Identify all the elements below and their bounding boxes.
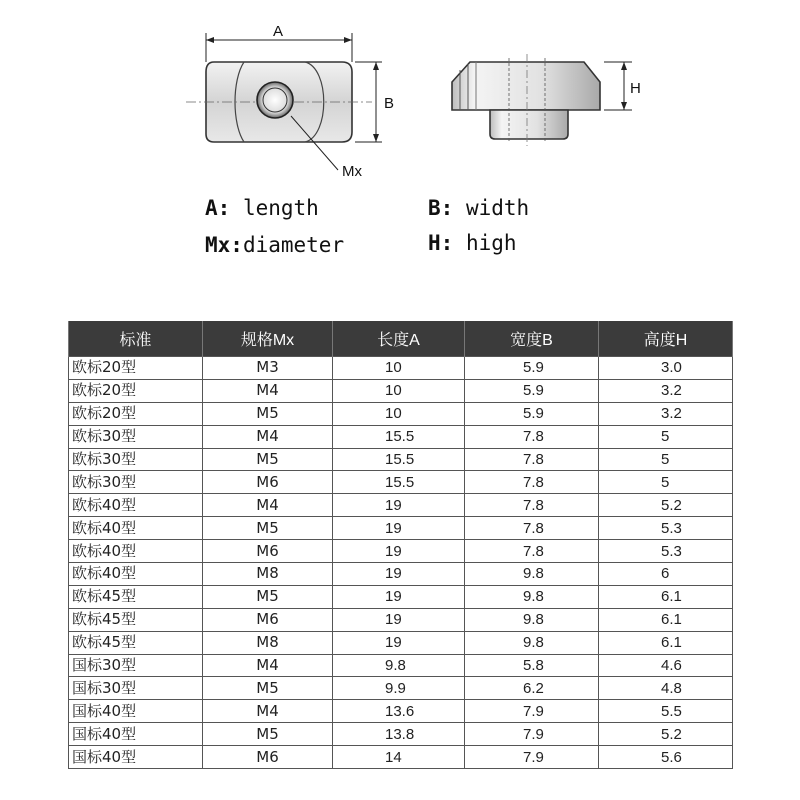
cell-height-h: 3.2	[599, 379, 733, 402]
table-row	[69, 563, 733, 586]
cell-width-b: 5.9	[465, 402, 599, 425]
cell-spec-mx: M5	[203, 448, 333, 471]
table-row	[69, 700, 733, 723]
cell-width-b: 5.9	[465, 357, 599, 380]
cell-standard: 欧标20型	[69, 357, 203, 380]
cell-standard: 欧标45型	[69, 608, 203, 631]
cell-length-a: 19	[333, 631, 465, 654]
t-nut-dimension-diagram	[0, 0, 800, 290]
cell-standard: 欧标30型	[69, 471, 203, 494]
cell-height-h: 5	[599, 425, 733, 448]
dimension-label-mx: Mx	[342, 163, 362, 180]
cell-spec-mx: M8	[203, 631, 333, 654]
legend-key-a: A:	[205, 196, 231, 220]
cell-length-a: 14	[333, 746, 465, 769]
cell-standard: 欧标20型	[69, 379, 203, 402]
cell-width-b: 5.9	[465, 379, 599, 402]
dimension-label-a: A	[272, 23, 284, 40]
cell-length-a: 15.5	[333, 425, 465, 448]
cell-length-a: 19	[333, 517, 465, 540]
legend-text-high: high	[465, 231, 517, 255]
cell-height-h: 6.1	[599, 585, 733, 608]
table-body	[69, 357, 733, 769]
cell-height-h: 5.2	[599, 723, 733, 746]
t-nut-side-boss	[490, 110, 568, 139]
cell-spec-mx: M5	[203, 402, 333, 425]
cell-width-b: 7.9	[465, 700, 599, 723]
cell-height-h: 6.1	[599, 631, 733, 654]
legend-diameter	[205, 233, 344, 257]
cell-length-a: 15.5	[333, 471, 465, 494]
table-header-row	[69, 321, 733, 357]
cell-length-a: 9.9	[333, 677, 465, 700]
legend-key-h: H:	[428, 231, 454, 255]
cell-width-b: 9.8	[465, 608, 599, 631]
cell-height-h: 5.3	[599, 517, 733, 540]
cell-height-h: 5.6	[599, 746, 733, 769]
cell-length-a: 19	[333, 563, 465, 586]
table-row	[69, 448, 733, 471]
header-height-h: 高度H	[599, 321, 733, 357]
cell-height-h: 6.1	[599, 608, 733, 631]
top-view	[186, 23, 394, 180]
cell-standard: 欧标30型	[69, 425, 203, 448]
cell-spec-mx: M3	[203, 357, 333, 380]
cell-height-h: 5.2	[599, 494, 733, 517]
legend-text-width: width	[465, 196, 530, 220]
cell-width-b: 7.8	[465, 448, 599, 471]
cell-length-a: 10	[333, 357, 465, 380]
cell-standard: 国标40型	[69, 700, 203, 723]
cell-height-h: 5.3	[599, 540, 733, 563]
cell-width-b: 6.2	[465, 677, 599, 700]
table-row	[69, 471, 733, 494]
header-spec-mx: 规格Mx	[203, 321, 333, 357]
table-row	[69, 402, 733, 425]
legend-key-mx: Mx:	[205, 233, 243, 257]
cell-standard: 国标30型	[69, 654, 203, 677]
cell-width-b: 7.9	[465, 723, 599, 746]
cell-width-b: 7.8	[465, 517, 599, 540]
cell-length-a: 19	[333, 608, 465, 631]
cell-length-a: 10	[333, 402, 465, 425]
legend-width	[428, 196, 529, 220]
side-view	[452, 54, 641, 146]
cell-height-h: 6	[599, 563, 733, 586]
cell-height-h: 5.5	[599, 700, 733, 723]
table-row	[69, 517, 733, 540]
cell-length-a: 13.6	[333, 700, 465, 723]
cell-spec-mx: M5	[203, 677, 333, 700]
cell-spec-mx: M6	[203, 540, 333, 563]
cell-spec-mx: M6	[203, 471, 333, 494]
cell-length-a: 13.8	[333, 723, 465, 746]
legend-high	[428, 231, 517, 255]
cell-standard: 欧标20型	[69, 402, 203, 425]
cell-width-b: 9.8	[465, 563, 599, 586]
cell-standard: 欧标45型	[69, 585, 203, 608]
table-row	[69, 494, 733, 517]
cell-width-b: 7.8	[465, 425, 599, 448]
cell-height-h: 5	[599, 471, 733, 494]
t-nut-side-body	[452, 62, 600, 110]
dimension-label-b: B	[384, 95, 395, 112]
cell-standard: 欧标30型	[69, 448, 203, 471]
cell-standard: 欧标40型	[69, 563, 203, 586]
cell-length-a: 19	[333, 494, 465, 517]
cell-length-a: 19	[333, 540, 465, 563]
cell-length-a: 10	[333, 379, 465, 402]
table-row	[69, 631, 733, 654]
cell-width-b: 9.8	[465, 631, 599, 654]
cell-spec-mx: M5	[203, 585, 333, 608]
cell-standard: 欧标40型	[69, 540, 203, 563]
cell-width-b: 7.8	[465, 540, 599, 563]
table-row	[69, 357, 733, 380]
cell-spec-mx: M4	[203, 379, 333, 402]
table-row	[69, 425, 733, 448]
cell-width-b: 7.8	[465, 471, 599, 494]
cell-width-b: 7.8	[465, 494, 599, 517]
header-length-a: 长度A	[333, 321, 465, 357]
header-standard: 标准	[69, 321, 203, 357]
table-row	[69, 585, 733, 608]
cell-length-a: 19	[333, 585, 465, 608]
cell-spec-mx: M4	[203, 654, 333, 677]
cell-spec-mx: M5	[203, 723, 333, 746]
table-row	[69, 677, 733, 700]
table-row	[69, 723, 733, 746]
cell-height-h: 4.8	[599, 677, 733, 700]
thread-hole	[257, 82, 293, 118]
cell-standard: 国标30型	[69, 677, 203, 700]
cell-standard: 欧标40型	[69, 494, 203, 517]
cell-standard: 国标40型	[69, 723, 203, 746]
cell-spec-mx: M5	[203, 517, 333, 540]
table-row	[69, 746, 733, 769]
spec-table	[68, 321, 733, 769]
cell-standard: 国标40型	[69, 746, 203, 769]
cell-length-a: 9.8	[333, 654, 465, 677]
cell-spec-mx: M8	[203, 563, 333, 586]
table-row	[69, 608, 733, 631]
legend-text-length: length	[242, 196, 319, 220]
cell-width-b: 7.9	[465, 746, 599, 769]
cell-height-h: 5	[599, 448, 733, 471]
cell-height-h: 3.2	[599, 402, 733, 425]
cell-height-h: 3.0	[599, 357, 733, 380]
cell-height-h: 4.6	[599, 654, 733, 677]
cell-spec-mx: M4	[203, 425, 333, 448]
dimension-label-h: H	[630, 80, 641, 97]
legend-length	[205, 196, 319, 220]
table-row	[69, 540, 733, 563]
cell-spec-mx: M4	[203, 494, 333, 517]
cell-length-a: 15.5	[333, 448, 465, 471]
table-row	[69, 379, 733, 402]
cell-spec-mx: M6	[203, 608, 333, 631]
cell-standard: 欧标40型	[69, 517, 203, 540]
legend-text-diameter: diameter	[242, 233, 345, 257]
cell-width-b: 9.8	[465, 585, 599, 608]
cell-spec-mx: M6	[203, 746, 333, 769]
cell-width-b: 5.8	[465, 654, 599, 677]
header-width-b: 宽度B	[465, 321, 599, 357]
legend-key-b: B:	[428, 196, 454, 220]
table-row	[69, 654, 733, 677]
cell-spec-mx: M4	[203, 700, 333, 723]
cell-standard: 欧标45型	[69, 631, 203, 654]
